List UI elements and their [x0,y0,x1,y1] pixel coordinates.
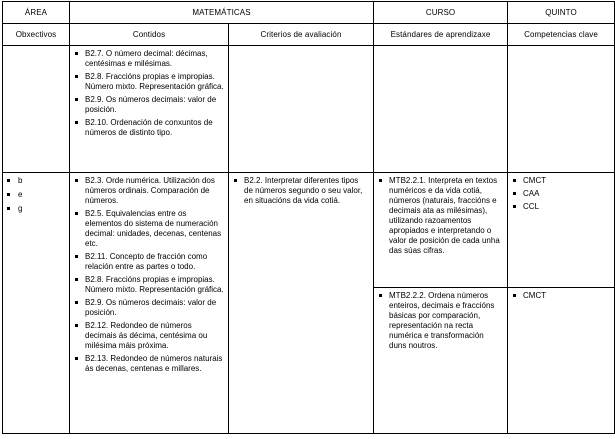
list-item: B2.2. Interpretar diferentes tipos de números segundo o seu valor, en situacións da vida cotiá. [233,176,369,206]
contents-list [70,46,228,138]
standards-cell [374,173,508,434]
column-header-criteria: Criterios de avaliación [229,24,374,46]
competences-cell [508,46,615,173]
list-item: B2.3. Orde numérica. Utilización dos números ordinais. Comparación de números. [74,176,224,206]
column-header-contents: Contidos [70,24,229,46]
list-item: g [6,204,65,214]
list-item: B2.9. Os números decimais: valor de posición. [74,95,224,115]
course-label-cell [374,2,508,24]
standard-block [374,173,507,287]
list-item: CAA [512,189,610,199]
list-item: B2.8. Fraccións propias e impropias. Número mixto. Representación gráfica. [74,72,224,92]
standards-cell [374,46,508,173]
list-item: CCL [512,202,610,212]
objectives-cell [3,46,70,173]
list-item: e [6,190,65,200]
list-item: B2.8. Fraccións propias e impropias. Número mixto. Representación gráfica. [74,275,224,295]
objectives-list [3,173,69,214]
course-value-cell [508,2,615,24]
criteria-list [229,173,373,206]
list-item: MTB2.2.2. Ordena números enteiros, decimais e fraccións básicas por comparación, representación na recta numérica e transformación duns noutros. [378,291,503,351]
column-header-competences: Competencias clave [508,24,615,46]
contents-cell [70,46,229,173]
column-header-standards: Estándares de aprendizaxe [374,24,508,46]
list-item: MTB2.2.1. Interpreta en textos numéricos e da vida cotiá, números (naturais, fraccións e decimais ata as milésimas), utilizando razoamentos apropiados e interpretando o valor de posición de cada unha das súas cifras. [378,176,503,256]
list-item: B2.13. Redondeo de números naturais ás decenas, centenas e millares. [74,354,224,374]
column-header-row [3,24,615,46]
area-label-cell [3,2,70,24]
curriculum-table [2,1,615,434]
table-row [3,173,615,434]
area-label: ÁREA [24,7,48,17]
standard-block [374,287,507,433]
list-item: B2.5. Equivalencias entre os elementos do sistema de numeración decimal: unidades, decenas, centenas etc. [74,209,224,249]
table-row [3,46,615,173]
header-row [3,2,615,24]
competences-cell [508,173,615,434]
course-value: QUINTO [545,7,577,17]
contents-list [70,173,228,374]
list-item: B2.7. O número decimal: décimas, centésimas e milésimas. [74,49,224,69]
list-item: B2.10. Ordenación de conxuntos de números de distinto tipo. [74,118,224,138]
list-item: CMCT [512,176,610,186]
contents-cell [70,173,229,434]
area-value: MATEMÁTICAS [192,7,251,17]
competence-block [508,173,614,287]
course-label: CURSO [425,7,456,17]
area-value-cell [70,2,374,24]
list-item: B2.11. Concepto de fracción como relación entre as partes o todo. [74,252,224,272]
list-item: CMCT [512,291,610,301]
list-item: B2.12. Redondeo de números decimais ás décima, centésima ou milésima máis próxima. [74,321,224,351]
objectives-cell [3,173,70,434]
criteria-cell [229,46,374,173]
list-item: b [6,176,65,186]
list-item: B2.9. Os números decimais: valor de posición. [74,298,224,318]
criteria-cell [229,173,374,434]
competence-block [508,287,614,433]
column-header-objectives: Obxectivos [3,24,70,46]
